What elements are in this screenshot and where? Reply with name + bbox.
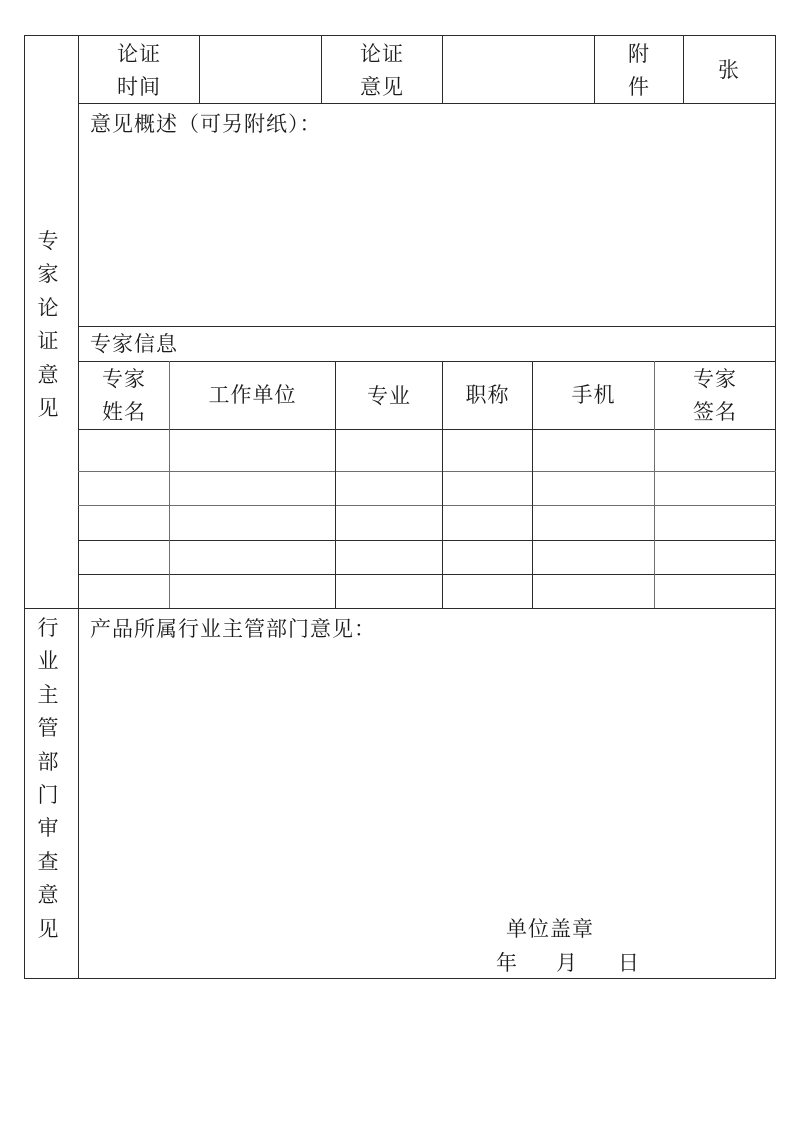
label-line: 附 [628,42,650,66]
header-line: 专家 [102,367,146,391]
date-month: 月 [556,951,578,975]
side-char: 行 [37,616,59,640]
header-workplace: 工作单位 [208,383,297,407]
side-char: 意 [37,362,59,387]
header-title: 职称 [465,383,510,407]
table-top-border [24,35,776,36]
side-char: 门 [37,783,59,808]
label-line: 论证 [117,42,161,66]
expert-side-label [25,225,71,425]
dept-opinion-area[interactable] [80,648,774,906]
header-line: 专家 [693,367,737,391]
row1-divider [199,35,200,103]
table-row[interactable] [79,575,775,608]
header-name [79,363,169,429]
summary-label: 意见概述（可另附纸）： [90,112,322,136]
table-bottom-border [24,978,776,979]
dept-side-label [25,612,71,946]
side-char: 见 [37,396,59,421]
side-char: 论 [37,295,59,320]
date-year: 年 [496,951,518,975]
side-char: 主 [37,682,59,707]
side-char: 意 [37,883,59,908]
side-char: 专 [37,229,59,253]
side-char: 部 [37,749,59,774]
label-line: 时间 [117,75,161,99]
table-row[interactable] [79,472,775,505]
side-char: 见 [37,916,59,941]
attach-label [595,38,683,104]
summary-bottom [78,326,776,327]
time-label [79,38,199,104]
header-major: 专业 [367,384,411,408]
table-row[interactable] [79,430,775,471]
section-divider [24,608,776,609]
side-char: 家 [37,262,59,287]
summary-area[interactable] [80,142,774,324]
header-line: 姓名 [102,400,146,424]
side-char: 审 [37,816,59,841]
info-label-bottom [78,361,776,362]
table-row[interactable] [79,541,775,574]
header-phone: 手机 [571,383,616,407]
attach-unit: 张 [718,58,740,82]
date-day: 日 [618,951,640,975]
opinion-label [322,38,442,104]
label-line: 件 [628,75,650,99]
header-line: 签名 [693,400,737,424]
table-row[interactable] [79,506,775,540]
row1-divider [683,35,684,103]
side-char: 证 [37,329,59,354]
header-signature [655,363,775,429]
side-char: 业 [37,649,59,674]
table-right-border [775,35,776,979]
seal-label: 单位盖章 [506,917,594,941]
side-char: 查 [37,849,59,874]
label-line: 意见 [360,75,404,99]
row1-divider [442,35,443,103]
label-line: 论证 [360,42,404,66]
dept-prompt: 产品所属行业主管部门意见： [90,617,376,641]
info-label: 专家信息 [90,332,178,356]
side-char: 管 [37,716,59,741]
